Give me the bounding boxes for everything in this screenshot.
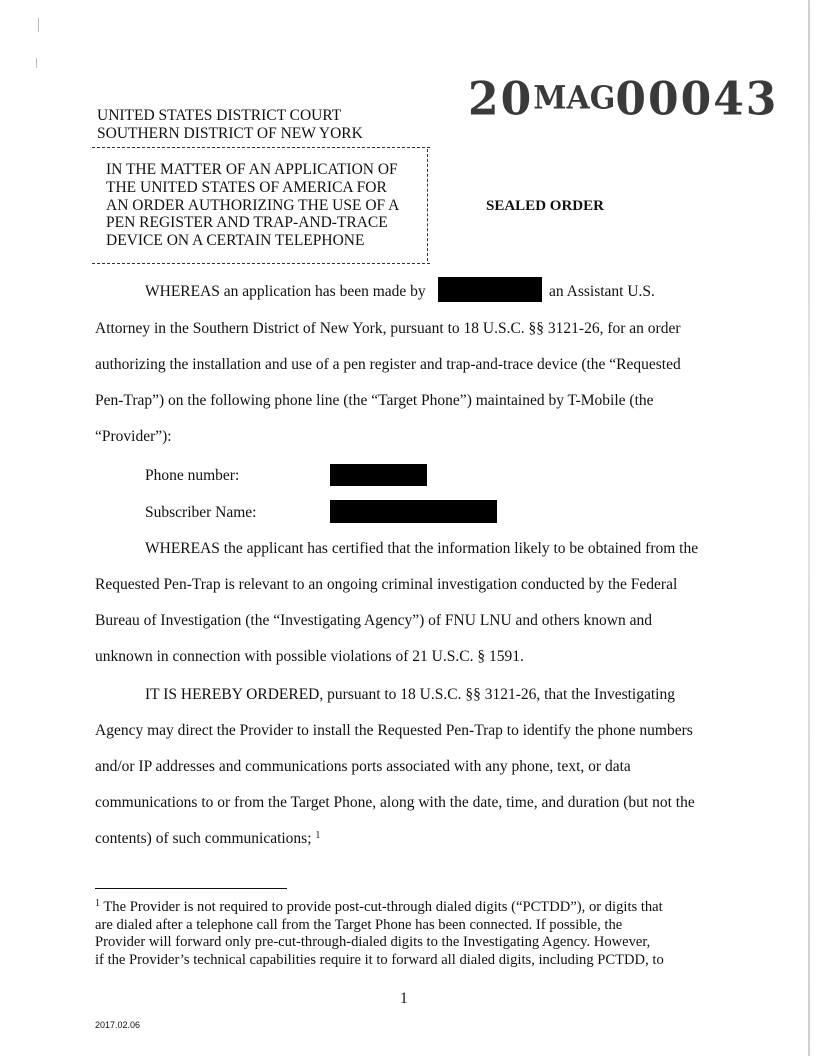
- footnote: [95, 895, 725, 969]
- body-line: “Provider”):: [95, 428, 172, 445]
- caption-border-bottom: [92, 263, 430, 264]
- body-line: communications to or from the Target Phone, along with the date, time, and duration (but not the: [95, 794, 695, 811]
- footnote-line: are dialed after a telephone call from the Target Phone has been connected. If possible, the: [95, 916, 623, 933]
- redaction-box: [330, 464, 427, 486]
- document-type-title: SEALED ORDER: [486, 198, 604, 214]
- caption-line: PEN REGISTER AND TRAP-AND-TRACE: [106, 214, 388, 232]
- page-edge-shadow: [808, 0, 810, 1056]
- body-line: IT IS HEREBY ORDERED, pursuant to 18 U.S.C. §§ 3121-26, that the Investigating: [145, 686, 675, 703]
- caption-line: IN THE MATTER OF AN APPLICATION OF: [106, 161, 398, 178]
- scan-mark: [38, 18, 39, 32]
- body-line: Requested Pen-Trap is relevant to an ongoing criminal investigation conducted by the Federal: [95, 576, 678, 593]
- footnote-line: [95, 895, 725, 917]
- body-line-last: [95, 830, 320, 848]
- form-date-code: 2017.02.06: [95, 1020, 141, 1030]
- redaction-box: [330, 500, 497, 523]
- caption-line: THE UNITED STATES OF AMERICA FOR: [106, 178, 387, 196]
- footnote-reference: 1: [315, 830, 321, 841]
- body-line: authorizing the installation and use of a pen register and trap-and-trace device (the “Requested: [95, 356, 681, 373]
- footnote-rule: [95, 888, 287, 889]
- body-line: Bureau of Investigation (the “Investigating Agency”) of FNU LNU and others known and: [95, 612, 653, 629]
- caption-border-right: [427, 149, 428, 261]
- body-line: an Assistant U.S.: [549, 283, 655, 300]
- footnote-line: if the Provider’s technical capabilities require it to forward all dialed digits, including PCTDD, to: [95, 951, 664, 968]
- caption-border-top: [92, 147, 430, 148]
- body-line: Pen-Trap”) on the following phone line (the “Target Phone”) maintained by T-Mobile (the: [95, 392, 654, 409]
- court-name: [97, 107, 363, 143]
- phone-number-label: Phone number:: [145, 467, 240, 484]
- caption-line: DEVICE ON A CERTAIN TELEPHONE: [106, 232, 365, 250]
- redaction-box: [438, 277, 542, 302]
- page-number: 1: [400, 990, 408, 1007]
- court-line-1: UNITED STATES DISTRICT COURT: [97, 107, 342, 124]
- footnote-marker: 1: [95, 898, 100, 909]
- court-line-2: SOUTHERN DISTRICT OF NEW YORK: [97, 125, 363, 142]
- body-text: contents) of such communications;: [95, 830, 312, 847]
- footnote-text: The Provider is not required to provide post-cut-through dialed digits (“PCTDD”), or digits that: [103, 899, 663, 915]
- case-number-prefix: 20: [468, 72, 534, 127]
- case-number-digits: 00043: [615, 72, 779, 127]
- body-line: WHEREAS the applicant has certified that the information likely to be obtained from the: [145, 540, 699, 557]
- caption-line: AN ORDER AUTHORIZING THE USE OF A: [106, 196, 400, 214]
- case-number-mag: MAG: [533, 80, 616, 117]
- caption-text: [106, 161, 424, 250]
- subscriber-name-label: Subscriber Name:: [145, 504, 257, 521]
- body-line: WHEREAS an application has been made by: [145, 283, 426, 300]
- footnote-line: Provider will forward only pre-cut-through-dialed digits to the Investigating Agency. However,: [95, 934, 651, 951]
- case-number-stamp: [468, 73, 778, 127]
- body-line: Agency may direct the Provider to install the Requested Pen-Trap to identify the phone numbers: [95, 722, 693, 739]
- body-line: unknown in connection with possible violations of 21 U.S.C. § 1591.: [95, 648, 524, 665]
- scan-mark: [36, 58, 37, 68]
- body-line: Attorney in the Southern District of New York, pursuant to 18 U.S.C. §§ 3121-26, for an order: [95, 320, 681, 337]
- body-line: and/or IP addresses and communications ports associated with any phone, text, or data: [95, 758, 631, 775]
